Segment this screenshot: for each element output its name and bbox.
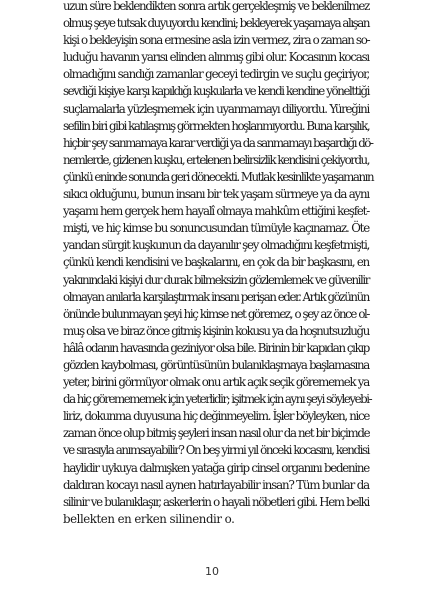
text-line: nemlerde, gizlenen kuşku, ertelenen belirsizlik kendisini çekiyordu, <box>63 152 369 167</box>
text-line: yeter, birini görmüyor olmak onu artık açık seçik görememek ya <box>63 375 369 390</box>
text-line: olmayan anılarla karşılaştırmak insanı perişan eder. Artık gözünün <box>63 289 369 304</box>
text-line: yakınındaki kişiyi dur durak bilmeksizin gözlemlemek ve güvenilir <box>63 272 369 287</box>
text-line: sefilin biri gibi katılaşmış görmekten hoşlanmıyordu. Buna karşılık, <box>63 118 370 133</box>
text-line: luduğu havanın yarısı elinden alınmış gibi olur. Kocasının kocası <box>63 50 369 65</box>
text-line: olmuş şeye tutsak duyuyordu kendini; bekleyerek yaşamaya alışan <box>63 16 369 31</box>
text-line: liriz, dokunma duyusuna hiç değinmeyelim. İşler böyleyken, nice <box>63 409 369 424</box>
text-line: çünkü eninde sonunda geri dönecekti. Mutlak kesinlikte yaşamanın <box>63 169 374 184</box>
text-line: yaşamı hem gerçek hem hayalî olmaya mahkûm ettiğini keşfet- <box>63 204 369 219</box>
text-line: haylidir uykuya dalmışken yatağa girip cinsel organını bedenine <box>63 460 369 475</box>
text-line: suçlamalarla yüzleşmemek için uyanmamayı diliyordu. Yüreğini <box>63 101 369 116</box>
text-line: daldıran kocayı nasıl aynen hatırlayabilir insan? Tüm bunlar da <box>63 477 369 492</box>
text-line: önünde bulunmayan şeyi hiç kimse net göremez, o şey az önce ol- <box>63 306 369 321</box>
text-line: da hiç göremememek için yeterlidir; işitmek için aynı şeyi söyleyebi- <box>63 392 372 407</box>
text-line: zaman önce olup bitmiş şeyleri insan nasıl olur da net bir biçimde <box>63 426 370 441</box>
text-line: kişi o bekleyişin sona ermesine asla izin vermez, zira o zaman so- <box>63 33 370 48</box>
text-line: silinir ve bulanıklaşır, askerlerin o hayali nöbetleri gibi. Hem belki <box>63 494 369 509</box>
page-number: 10 <box>205 565 219 578</box>
text-line: hiçbir şey sanmamaya karar verdiği ya da sanmamayı başardığı dö- <box>63 135 373 150</box>
text-line: sevdiği kişiye karşı kapıldığı kuşkularla ve kendi kendine yönelttiği <box>63 84 369 99</box>
text-line: gözden kaybolması, görüntüsünün bulanıklaşmaya başlamasına <box>63 357 369 372</box>
text-line: bellekten en erken silinendir o. <box>63 511 235 526</box>
body-text <box>63 0 374 528</box>
text-line: sıkıcı olduğunu, bunun insanı bir tek yaşam sürmeye ya da aynı <box>63 187 369 202</box>
text-line: mişti, ve hiç kimse bu sonuncusundan tümüyle kaçınamaz. Öte <box>63 221 369 236</box>
text-line: muş olsa ve biraz önce gitmiş kişinin kokusu ya da hoşnutsuzluğu <box>63 323 369 338</box>
text-line: ve sırasıyla anımsayabilir? On beş yirmi yıl önceki kocasını, kendisi <box>63 443 369 458</box>
text-line: yandan sürgit kuşkunun da dayanılır şey olmadığını keşfetmişti, <box>63 238 370 253</box>
text-line: hâlâ odanın havasında geziniyor olsa bile. Birinin bir kapıdan çıkıp <box>63 340 369 355</box>
text-line: uzun süre beklendikten sonra artık gerçekleşmiş ve beklenilmez <box>63 0 369 13</box>
text-line: çünkü kendi kendisini ve başkalarını, en çok da bir başkasını, en <box>63 255 369 270</box>
text-line: olmadığını sandığı zamanlar geceyi tedirgin ve suçlu geçiriyor, <box>63 67 369 82</box>
